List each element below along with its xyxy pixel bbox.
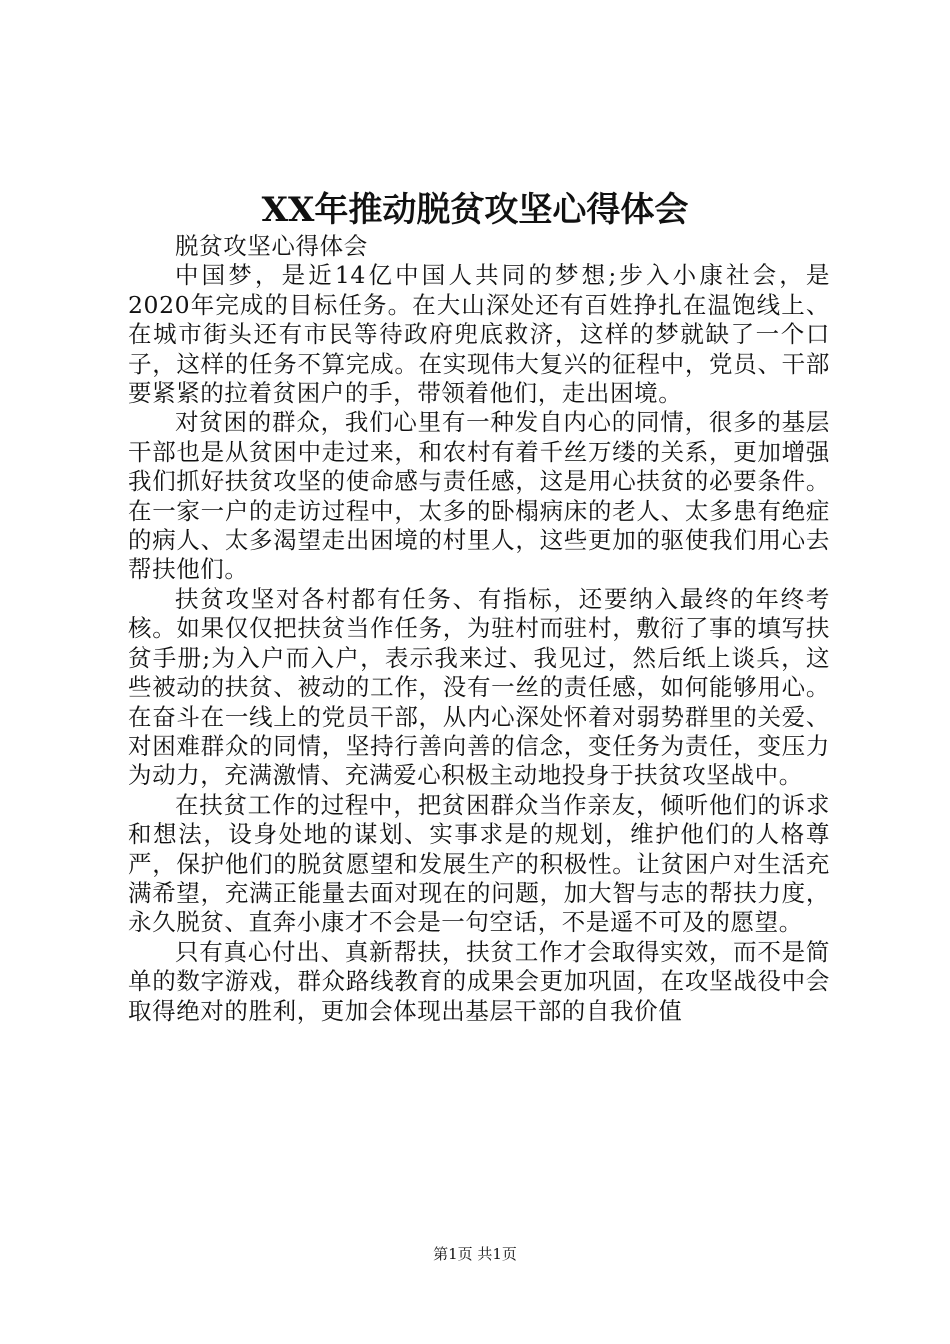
- body-paragraph-2: 对贫困的群众，我们心里有一种发自内心的同情，很多的基层干部也是从贫困中走过来，和农村有着千丝万缕的关系，更加增强我们抓好扶贫攻坚的使命感与责任感，这是用心扶贫的必要条件。在一家一户的走访过程中，太多的卧榻病床的老人、太多患有绝症的病人、太多渴望走出困境的村里人，这些更加的驱使我们用心去帮扶他们。: [128, 408, 830, 584]
- subtitle-paragraph: 脱贫攻坚心得体会: [175, 232, 368, 260]
- page-footer: 第1页 共1页: [433, 1245, 517, 1263]
- document-body: [128, 232, 830, 1026]
- body-paragraph-5: 只有真心付出、真新帮扶，扶贫工作才会取得实效，而不是简单的数字游戏，群众路线教育的成果会更加巩固，在攻坚战役中会取得绝对的胜利，更加会体现出基层干部的自我价值: [128, 937, 830, 1025]
- body-paragraph-3: 扶贫攻坚对各村都有任务、有指标，还要纳入最终的年终考核。如果仅仅把扶贫当作任务，为驻村而驻村，敷衍了事的填写扶贫手册;为入户而入户，表示我来过、我见过，然后纸上谈兵，这些被动的扶贫、被动的工作，没有一丝的责任感，如何能够用心。在奋斗在一线上的党员干部，从内心深处怀着对弱势群里的关爱、对困难群众的同情，坚持行善向善的信念，变任务为责任，变压力为动力，充满激情、充满爱心积极主动地投身于扶贫攻坚战中。: [128, 584, 830, 790]
- document-title: XX年推动脱贫攻坚心得体会: [261, 190, 689, 230]
- body-paragraph-4: 在扶贫工作的过程中，把贫困群众当作亲友，倾听他们的诉求和想法，设身处地的谋划、实事求是的规划，维护他们的人格尊严，保护他们的脱贫愿望和发展生产的积极性。让贫困户对生活充满希望，充满正能量去面对现在的问题，加大智与志的帮扶力度，永久脱贫、直奔小康才不会是一句空话，不是遥不可及的愿望。: [128, 790, 830, 937]
- body-paragraph-1: 中国梦，是近14亿中国人共同的梦想;步入小康社会，是2020年完成的目标任务。在大山深处还有百姓挣扎在温饱线上、在城市街头还有市民等待政府兜底救济，这样的梦就缺了一个口子，这样的任务不算完成。在实现伟大复兴的征程中，党员、干部要紧紧的拉着贫困户的手，带领着他们，走出困境。: [128, 261, 830, 408]
